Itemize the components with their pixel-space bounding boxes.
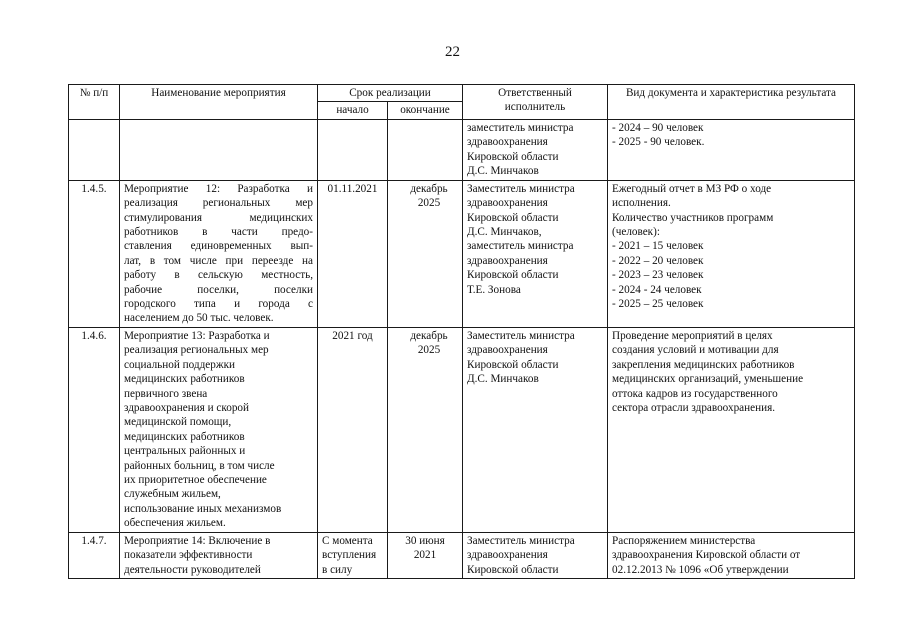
name-line: первичного звена	[124, 387, 208, 400]
name-line: социальной поддержки	[124, 358, 236, 371]
table-header-row	[69, 85, 855, 102]
row-responsible	[463, 327, 608, 532]
name-line: работников в части предо-	[124, 226, 313, 239]
name-line: реализация региональных мер	[124, 344, 269, 357]
responsible-line: здравоохранения	[467, 344, 548, 357]
name-line: использование иных механизмов	[124, 502, 282, 515]
name-line: населением до 50 тыс. человек.	[124, 312, 274, 325]
result-line: - 2025 - 90 человек.	[612, 136, 705, 149]
end-line: 2021	[413, 549, 437, 562]
header-start: начало	[318, 102, 388, 119]
header-end: окончание	[388, 102, 463, 119]
name-line: городского типа и города с	[124, 298, 313, 311]
result-line: оттока кадров из государственного	[612, 387, 778, 400]
end-line: 30 июня	[405, 534, 445, 547]
name-line: Мероприятие 12: Разработка и	[124, 182, 313, 195]
end-line: декабрь 2025	[410, 329, 448, 357]
row-responsible	[463, 532, 608, 578]
table-row	[69, 327, 855, 532]
start-line: в силу	[322, 563, 353, 576]
responsible-line: заместитель министра	[467, 240, 574, 253]
table-body	[69, 119, 855, 578]
table-row	[69, 119, 855, 180]
responsible-line: Д.С. Минчаков	[467, 165, 539, 178]
row-responsible	[463, 180, 608, 327]
result-line: - 2025 – 25 человек	[612, 298, 704, 311]
responsible-line: Т.Е. Зонова	[467, 283, 521, 296]
result-line: исполнения.	[612, 197, 671, 210]
responsible-line: здравоохранения	[467, 254, 548, 267]
row-name	[120, 532, 318, 578]
row-num	[69, 119, 120, 180]
responsible-line: здравоохранения	[467, 549, 548, 562]
responsible-line: здравоохранения	[467, 136, 548, 149]
row-end	[388, 327, 463, 532]
name-line: рабочие поселки, поселки	[124, 283, 313, 296]
responsible-line: Кировской области	[467, 150, 559, 163]
activities-table	[68, 84, 855, 579]
row-start	[318, 532, 388, 578]
header-period: Срок реализации	[318, 85, 463, 102]
result-line: - 2024 - 24 человек	[612, 283, 702, 296]
name-line: их приоритетное обеспечение	[124, 473, 267, 486]
responsible-line: Д.С. Минчаков,	[467, 226, 542, 239]
result-line: здравоохранения Кировской области от	[612, 549, 801, 562]
row-start: 01.11.2021	[318, 180, 388, 327]
row-end	[388, 180, 463, 327]
name-line: обеспечения жильем.	[124, 517, 226, 530]
row-result	[608, 532, 855, 578]
header-responsible: Ответственный исполнитель	[463, 85, 608, 120]
table-row	[69, 180, 855, 327]
result-line: - 2024 – 90 человек	[612, 121, 704, 134]
row-name	[120, 327, 318, 532]
row-name	[120, 119, 318, 180]
name-line: Мероприятие 14: Включение в	[124, 534, 271, 547]
name-line: медицинской помощи,	[124, 416, 232, 429]
name-line: реализация региональных мер	[124, 197, 313, 210]
name-line: медицинских работников	[124, 430, 245, 443]
row-start	[318, 119, 388, 180]
responsible-line: Кировской области	[467, 358, 559, 371]
name-line: работу в сельскую местность,	[124, 269, 313, 282]
responsible-line: заместитель министра	[467, 121, 574, 134]
row-end	[388, 532, 463, 578]
responsible-line: Заместитель министра	[467, 534, 575, 547]
row-responsible	[463, 119, 608, 180]
name-line: ставления единовременных вып-	[124, 240, 313, 253]
start-line: С момента	[322, 534, 373, 547]
row-num: 1.4.6.	[69, 327, 120, 532]
name-line: показатели эффективности	[124, 549, 253, 562]
result-line: закрепления медицинских работников	[612, 358, 795, 371]
row-num: 1.4.7.	[69, 532, 120, 578]
result-line: медицинских организаций, уменьшение	[612, 373, 804, 386]
name-line: районных больниц, в том числе	[124, 459, 275, 472]
row-num: 1.4.5.	[69, 180, 120, 327]
header-result: Вид документа и характеристика результата	[608, 85, 855, 120]
row-name	[120, 180, 318, 327]
name-line: здравоохранения и скорой	[124, 401, 249, 414]
result-line: - 2022 – 20 человек	[612, 254, 704, 267]
name-line: служебным жильем,	[124, 488, 221, 501]
result-line: - 2021 – 15 человек	[612, 240, 704, 253]
result-line: Проведение мероприятий в целях	[612, 329, 773, 342]
header-name: Наименование мероприятия	[120, 85, 318, 120]
name-line: центральных районных и	[124, 445, 246, 458]
result-line: - 2023 – 23 человек	[612, 269, 704, 282]
start-line: вступления	[322, 549, 377, 562]
result-line: Распоряжением министерства	[612, 534, 756, 547]
responsible-line: Заместитель министра	[467, 182, 575, 195]
responsible-line: Кировской области	[467, 563, 559, 576]
responsible-line: здравоохранения	[467, 197, 548, 210]
row-result	[608, 327, 855, 532]
responsible-line: Кировской области	[467, 211, 559, 224]
row-end	[388, 119, 463, 180]
end-line: декабрь 2025	[410, 182, 448, 210]
responsible-line: Д.С. Минчаков	[467, 373, 539, 386]
row-start: 2021 год	[318, 327, 388, 532]
table-row	[69, 532, 855, 578]
name-line: стимулирования медицинских	[124, 211, 313, 224]
row-result	[608, 119, 855, 180]
name-line: Мероприятие 13: Разработка и	[124, 329, 270, 342]
result-line: сектора отрасли здравоохранения.	[612, 401, 776, 414]
row-result	[608, 180, 855, 327]
responsible-line: Кировской области	[467, 269, 559, 282]
result-line: создания условий и мотивации для	[612, 344, 779, 357]
result-line: 02.12.2013 № 1096 «Об утверждении	[612, 563, 789, 576]
result-line: Количество участников программ	[612, 211, 774, 224]
result-line: Ежегодный отчет в МЗ РФ о ходе	[612, 182, 772, 195]
responsible-line: Заместитель министра	[467, 329, 575, 342]
name-line: деятельности руководителей	[124, 563, 261, 576]
name-line: лат, в том числе при переезде на	[124, 254, 313, 267]
header-num: № п/п	[69, 85, 120, 120]
name-line: медицинских работников	[124, 373, 245, 386]
page-number: 22	[445, 44, 460, 60]
result-line: (человек):	[612, 226, 660, 239]
